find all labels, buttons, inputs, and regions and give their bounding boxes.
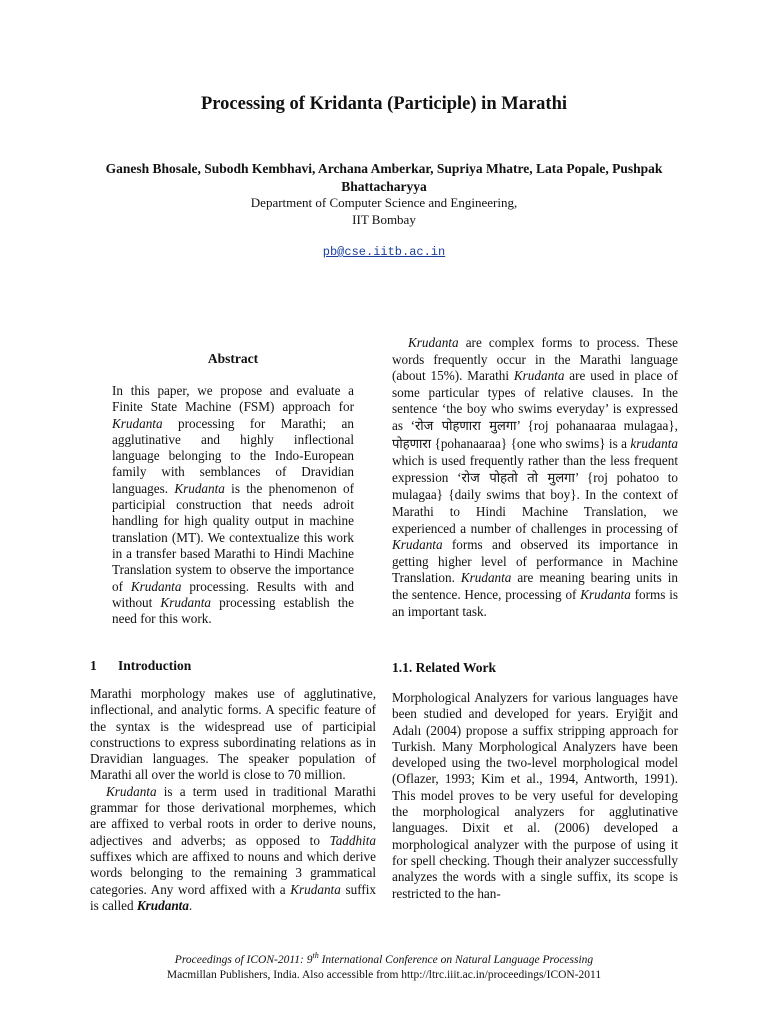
term-krudanta: Krudanta	[112, 415, 163, 431]
devanagari-phrase: रोज पोहणारा मुलगा	[414, 418, 517, 434]
term-krudanta: Krudanta	[392, 537, 443, 553]
right-text: are meaning bearing units in the sentence. Hence, processing of	[392, 570, 678, 602]
term-krudanta: krudanta	[630, 435, 678, 451]
intro-text: suffixes which are affixed to nouns and which derive words belonging to the remaining 3 grammatical categories. Any word affixed with a	[90, 848, 376, 897]
introduction-heading	[90, 658, 370, 674]
term-krudanta-bold: Krudanta	[136, 897, 189, 913]
devanagari-phrase: रोज पोहतो तो मुलगा	[461, 470, 575, 486]
right-text: are used in place of some particular types of relative clauses. In the sentence ‘the boy who swims everyday’ is expressed as ‘	[392, 368, 679, 433]
right-text: forms and observed its importance in getting higher level of performance in Machine Translation.	[392, 537, 678, 586]
intro-paragraph-1: Marathi morphology makes use of agglutinative, inflectional, and analytic forms. A specific feature of the syntax is the widespread use of participial constructions to express subordinating relations as in Dravidian languages. The speaker population of Marathi all over the world is close to 70 million.	[90, 686, 376, 783]
footer-text: Proceedings of ICON-2011: 9	[174, 953, 313, 966]
abstract-body	[112, 383, 354, 627]
contact-email-link[interactable]: pb@cse.iitb.ac.in	[322, 245, 446, 259]
term-krudanta: Krudanta	[408, 335, 459, 350]
intro-text: .	[188, 897, 193, 913]
affiliation-institute: IIT Bombay	[352, 212, 416, 227]
affiliation-department: Department of Computer Science and Engineering,	[250, 195, 518, 210]
term-taddhita: Taddhita	[329, 832, 376, 848]
term-krudanta: Krudanta	[460, 570, 512, 586]
introduction-body	[90, 686, 376, 914]
footer-text: International Conference on Natural Language Processing	[318, 953, 594, 966]
right-text: ’ {roj pohanaaraa mulagaa},	[516, 417, 678, 433]
right-text: {pohanaaraa} {one who swims} is a	[431, 435, 631, 451]
right-text: which is used frequently rather than the less frequent expression ‘	[392, 453, 678, 485]
term-krudanta: Krudanta	[106, 783, 157, 799]
section-title: Introduction	[118, 658, 192, 673]
right-text: ’ {roj pohatoo to mulagaa} {daily swims that boy}. In the context of Marathi to Hindi Machine Translation, we experienced a number of challenges in processing of	[392, 469, 679, 536]
abstract-text: processing. Results with and without	[112, 578, 354, 610]
right-paragraph	[392, 335, 678, 620]
abstract-heading: Abstract	[207, 351, 259, 366]
right-text: are complex forms to process. These words frequently occur in the Marathi language (about 15%). Marathi	[392, 335, 678, 384]
right-column-intro	[392, 335, 678, 620]
footer-publisher: Macmillan Publishers, India. Also accessible from http://ltrc.iiit.ac.in/proceedings/ICON-2011	[166, 968, 602, 981]
term-krudanta: Krudanta	[174, 480, 225, 496]
paper-title: Processing of Kridanta (Participle) in Marathi	[200, 94, 567, 114]
abstract-text: processing for Marathi; an agglutinative and highly inflectional language belonging to the Indo-European family with semblances of Dravidian languages.	[112, 415, 354, 496]
term-krudanta: Krudanta	[580, 586, 631, 602]
intro-text: suffix is called	[90, 881, 376, 913]
page-footer	[0, 948, 768, 983]
abstract-text: is the phenomenon of participial construction that needs adroit handling for high quality output in machine translation (MT). We contextualize this work in a transfer based Marathi to Hindi Machine Translation system to observe the importance of	[112, 480, 355, 594]
intro-paragraph-2	[90, 784, 376, 914]
term-krudanta: Krudanta	[290, 881, 341, 897]
section-number: 1	[90, 658, 97, 673]
term-krudanta: Krudanta	[513, 368, 565, 384]
footer-superscript: th	[312, 951, 319, 960]
right-text: forms is an important task.	[392, 586, 679, 619]
author-list: Ganesh Bhosale, Subodh Kembhavi, Archana Amberkar, Supriya Mhatre, Lata Popale, Pushpak Bhattacharyya	[105, 161, 663, 194]
term-krudanta: Krudanta	[160, 594, 211, 610]
intro-text: is a term used in traditional Marathi grammar for those derivational morphemes, which are affixed to verbal roots in order to derive nouns, adjectives and adverbs; as opposed to	[90, 783, 376, 848]
abstract-text: In this paper, we propose and evaluate a Finite State Machine (FSM) approach for	[112, 383, 354, 415]
footer-proceedings	[0, 948, 768, 968]
related-work-body: Morphological Analyzers for various languages have been studied and developed for years. Eryiğit and Adalı (2004) propose a suffix stripping approach for Turkish. Many Morphological Analyzers have been developed using the two-level morphological model (Oflazer, 1993; Kim et al., 1994, Antworth, 1991). This model proves to be very useful for developing the morphological analyzers for agglutinative languages. Dixit et al. (2006) developed a morphological analyzer with the purpose of using it for spell checking. Though their analyzer successfully analyzes the words with a single suffix, its scope is restricted to the han-	[392, 690, 678, 901]
abstract-text: processing establish the need for this work.	[112, 594, 354, 627]
related-work-heading: 1.1. Related Work	[392, 660, 496, 675]
term-krudanta: Krudanta	[130, 578, 182, 594]
devanagari-word: पोहणारा	[392, 436, 432, 452]
